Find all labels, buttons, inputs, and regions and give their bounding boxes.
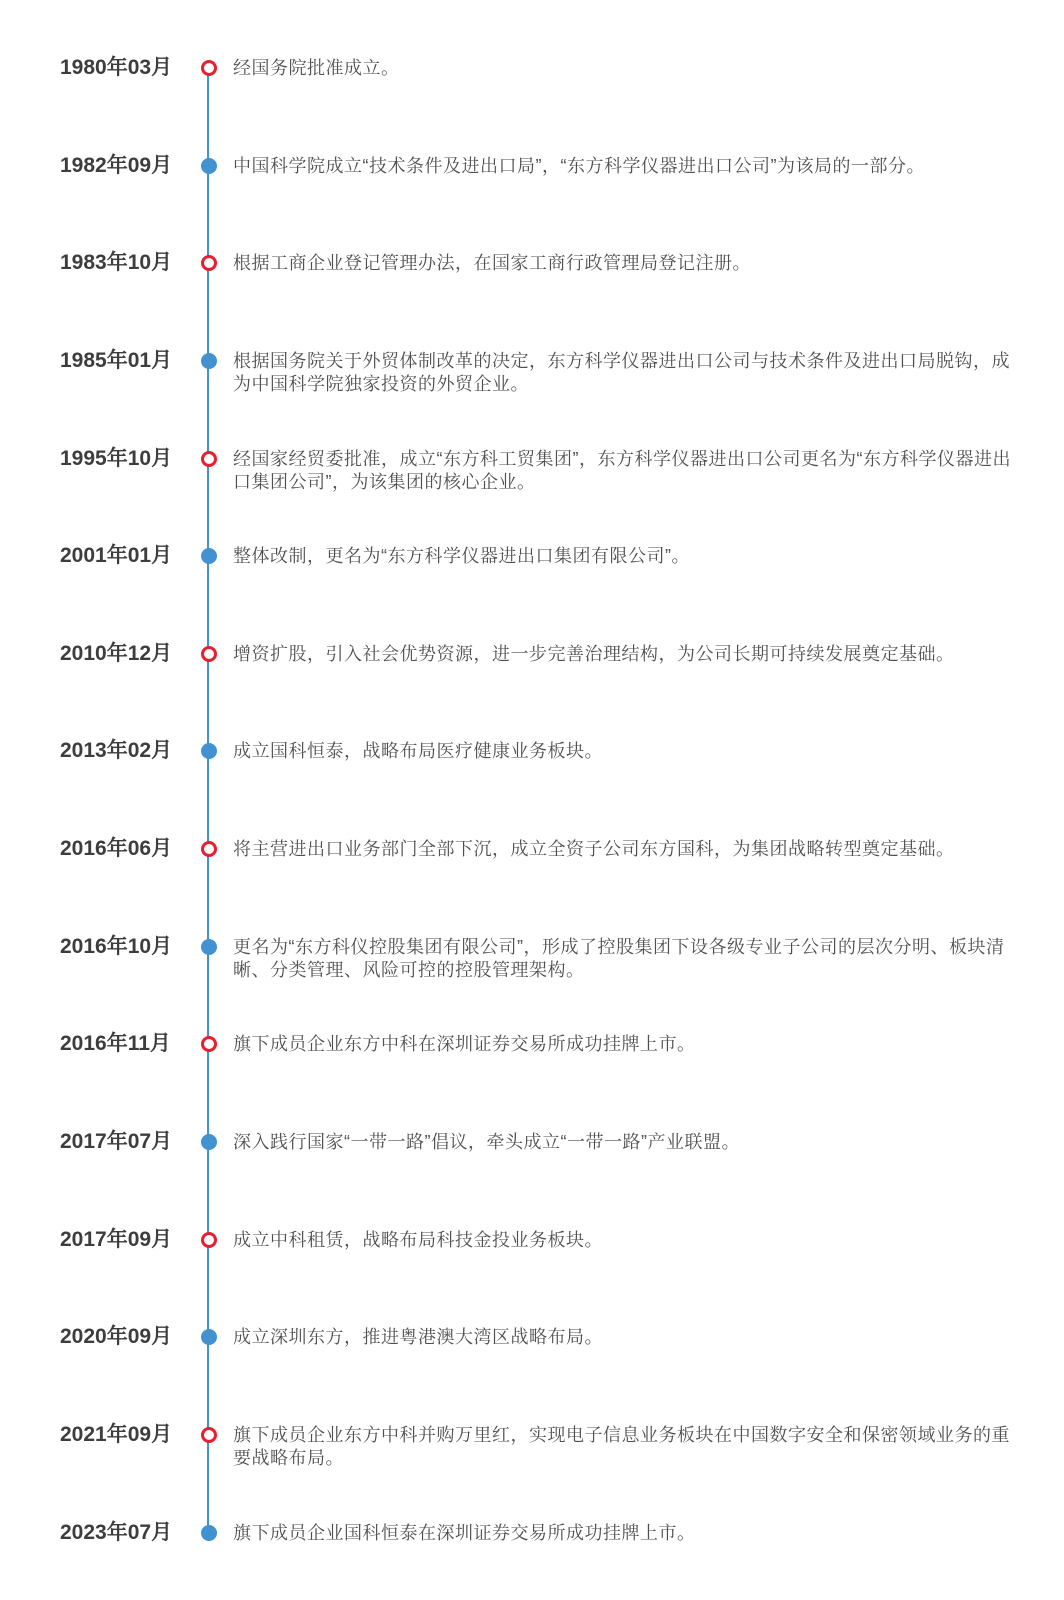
timeline-date: 2017年09月 — [60, 1227, 173, 1251]
timeline-item — [0, 1422, 1064, 1520]
timeline-item — [0, 153, 1064, 251]
timeline-description: 深入践行国家“一带一路”倡议，牵头成立“一带一路”产业联盟。 — [233, 1132, 740, 1153]
timeline-marker-column — [200, 641, 233, 662]
timeline-description: 成立国科恒泰，战略布局医疗健康业务板块。 — [233, 741, 603, 762]
timeline-marker-column — [200, 1520, 233, 1541]
timeline-description: 经国务院批准成立。 — [233, 58, 400, 78]
timeline-marker-icon — [201, 1134, 217, 1150]
timeline-description: 成立深圳东方，推进粤港澳大湾区战略布局。 — [233, 1327, 603, 1348]
timeline-marker-column — [200, 934, 233, 955]
timeline-marker-column — [200, 1422, 233, 1443]
timeline-marker-column — [200, 738, 233, 759]
timeline-marker-column — [200, 1324, 233, 1345]
timeline-marker-icon — [201, 1525, 217, 1541]
timeline-item — [0, 738, 1064, 836]
timeline-date: 1982年09月 — [60, 153, 173, 177]
timeline-item — [0, 1227, 1064, 1325]
timeline-marker-icon — [201, 60, 217, 76]
timeline-item — [0, 543, 1064, 641]
timeline-marker-column — [200, 836, 233, 857]
timeline-marker-column — [200, 543, 233, 564]
timeline-marker-column — [200, 153, 233, 174]
timeline-marker-icon — [201, 1036, 217, 1052]
timeline-description: 中国科学院成立“技术条件及进出口局”，“东方科学仪器进出口公司”为该局的一部分。 — [233, 155, 925, 176]
timeline-date: 2013年02月 — [60, 739, 173, 763]
timeline-marker-icon — [201, 353, 217, 369]
timeline-description: 增资扩股，引入社会优势资源，进一步完善治理结构，为公司长期可持续发展奠定基础。 — [233, 643, 955, 664]
timeline-marker-icon — [201, 451, 217, 467]
timeline-item — [0, 446, 1064, 544]
timeline-description: 旗下成员企业国科恒泰在深圳证券交易所成功挂牌上市。 — [233, 1522, 696, 1543]
timeline-marker-icon — [201, 1427, 217, 1443]
timeline-date: 2021年09月 — [60, 1422, 173, 1446]
timeline-marker-column — [200, 1227, 233, 1248]
timeline-marker-icon — [201, 158, 217, 174]
timeline-date: 2017年07月 — [60, 1130, 173, 1154]
timeline-items — [0, 55, 1064, 1600]
timeline-marker-column — [200, 250, 233, 271]
timeline-date: 2016年06月 — [60, 837, 173, 861]
timeline-description: 成立中科租赁，战略布局科技金投业务板块。 — [233, 1229, 603, 1250]
timeline-description: 更名为“东方科仪控股集团有限公司”，形成了控股集团下设各级专业子公司的层次分明、板块清晰、分类管理、风险可控的控股管理架构。 — [233, 936, 1005, 980]
timeline-description: 根据工商企业登记管理办法，在国家工商行政管理局登记注册。 — [233, 253, 751, 274]
timeline-date: 1980年03月 — [60, 56, 173, 79]
timeline-item — [0, 836, 1064, 934]
timeline-item — [0, 348, 1064, 446]
timeline-item — [0, 1129, 1064, 1227]
timeline-description: 经国家经贸委批准，成立“东方科工贸集团”，东方科学仪器进出口公司更名为“东方科学仪器进出口集团公司”，为该集团的核心企业。 — [233, 448, 1011, 492]
timeline-item — [0, 934, 1064, 1032]
timeline-marker-icon — [201, 841, 217, 857]
timeline-date: 1985年01月 — [60, 348, 173, 372]
timeline-item — [0, 250, 1064, 348]
timeline-description: 旗下成员企业东方中科在深圳证券交易所成功挂牌上市。 — [233, 1034, 696, 1055]
timeline-item — [0, 55, 1064, 153]
timeline-marker-column — [200, 348, 233, 369]
timeline-description: 整体改制，更名为“东方科学仪器进出口集团有限公司”。 — [233, 546, 690, 567]
timeline-item — [0, 1031, 1064, 1129]
timeline-marker-icon — [201, 939, 217, 955]
timeline-description: 根据国务院关于外贸体制改革的决定，东方科学仪器进出口公司与技术条件及进出口局脱钩，成为中国科学院独家投资的外贸企业。 — [233, 350, 1010, 394]
timeline-marker-icon — [201, 548, 217, 564]
timeline-marker-icon — [201, 1329, 217, 1345]
timeline-date: 2020年09月 — [60, 1325, 173, 1349]
timeline-marker-column — [200, 55, 233, 76]
timeline-marker-column — [200, 1031, 233, 1052]
timeline-date: 2023年07月 — [60, 1520, 173, 1544]
timeline-date: 1983年10月 — [60, 251, 173, 275]
timeline-date: 2016年10月 — [60, 934, 173, 958]
timeline-date: 1995年10月 — [60, 446, 173, 470]
timeline-item — [0, 641, 1064, 739]
timeline-marker-column — [200, 446, 233, 467]
timeline-description: 旗下成员企业东方中科并购万里红，实现电子信息业务板块在中国数字安全和保密领域业务的重要战略布局。 — [233, 1424, 1010, 1468]
timeline-marker-icon — [201, 255, 217, 271]
timeline-date: 2016年11月 — [60, 1032, 171, 1056]
timeline-date: 2001年01月 — [60, 544, 173, 568]
timeline-marker-icon — [201, 743, 217, 759]
timeline-marker-icon — [201, 1232, 217, 1248]
timeline-date: 2010年12月 — [60, 641, 173, 665]
timeline-description: 将主营进出口业务部门全部下沉，成立全资子公司东方国科，为集团战略转型奠定基础。 — [233, 839, 955, 860]
timeline-marker-column — [200, 1129, 233, 1150]
timeline-item — [0, 1324, 1064, 1422]
timeline-marker-icon — [201, 646, 217, 662]
timeline-item — [0, 1520, 1064, 1600]
